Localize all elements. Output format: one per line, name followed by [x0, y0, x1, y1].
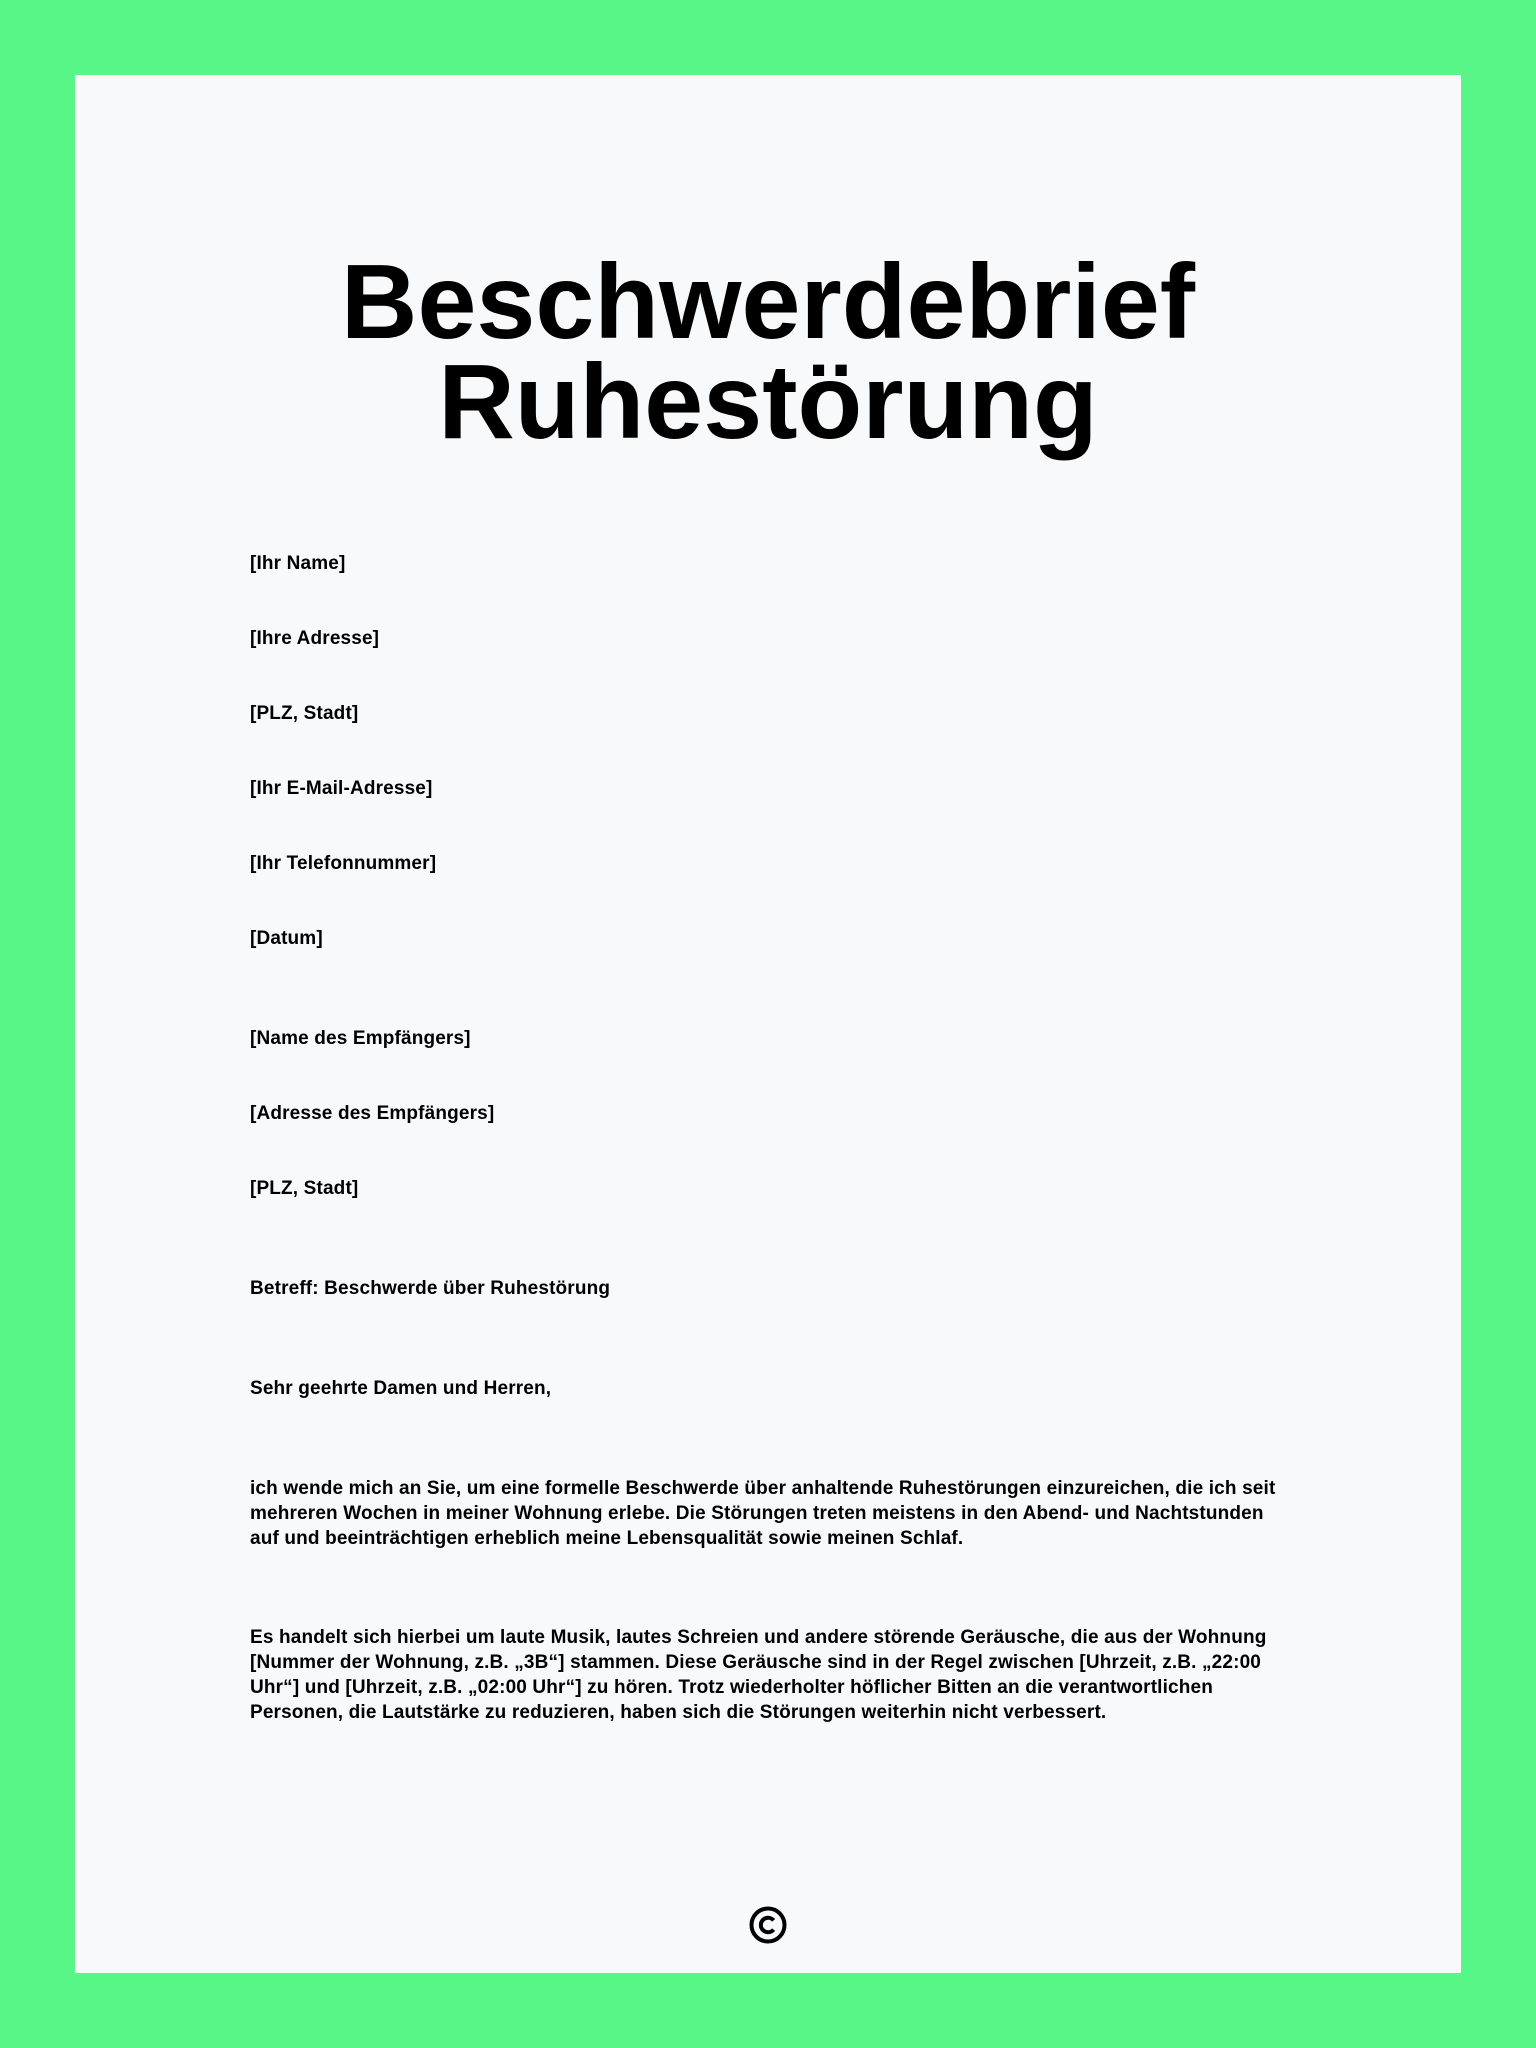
- letter-subject: Betreff: Beschwerde über Ruhestörung: [250, 1278, 611, 1299]
- letter-date: [Datum]: [250, 928, 323, 949]
- document-page: [75, 75, 1461, 1973]
- sender-zip-city: [PLZ, Stadt]: [250, 703, 359, 724]
- recipient-zip-city: [PLZ, Stadt]: [250, 1178, 359, 1199]
- sender-email: [Ihr E-Mail-Adresse]: [250, 778, 433, 799]
- document-title: Beschwerdebrief Ruhestörung: [340, 243, 1196, 461]
- body-paragraph-2: Es handelt sich hierbei um laute Musik, lautes Schreien und andere störende Geräusche, die aus der Wohnung [Nummer der Wohnung, z.B. „3B“] stammen. Diese Geräusche sind in der Regel zwischen [Uhrzeit, z.B. „22:00 Uhr“] und [Uhrzeit, z.B. „02:00 Uhr“] zu hören. Trotz wiederholter höflicher Bitten an die verantwortlichen Personen, die Lautstärke zu reduzieren, haben sich die Störungen weiterhin nicht verbessert.: [250, 1627, 1267, 1723]
- letter-salutation: Sehr geehrte Damen und Herren,: [250, 1378, 552, 1399]
- copyright-icon: [748, 1905, 788, 1945]
- body-paragraph-1: ich wende mich an Sie, um eine formelle Beschwerde über anhaltende Ruhestörungen einzureichen, die ich seit mehreren Wochen in meiner Wohnung erlebe. Die Störungen treten meistens in den Abend- und Nachtstunden auf und beeinträchtigen erheblich meine Lebensqualität sowie meinen Schlaf.: [250, 1478, 1276, 1549]
- sender-phone: [Ihr Telefonnummer]: [250, 853, 437, 874]
- recipient-address: [Adresse des Empfängers]: [250, 1103, 495, 1124]
- sender-address: [Ihre Adresse]: [250, 628, 380, 649]
- sender-name: [Ihr Name]: [250, 553, 346, 574]
- recipient-name: [Name des Empfängers]: [250, 1028, 471, 1049]
